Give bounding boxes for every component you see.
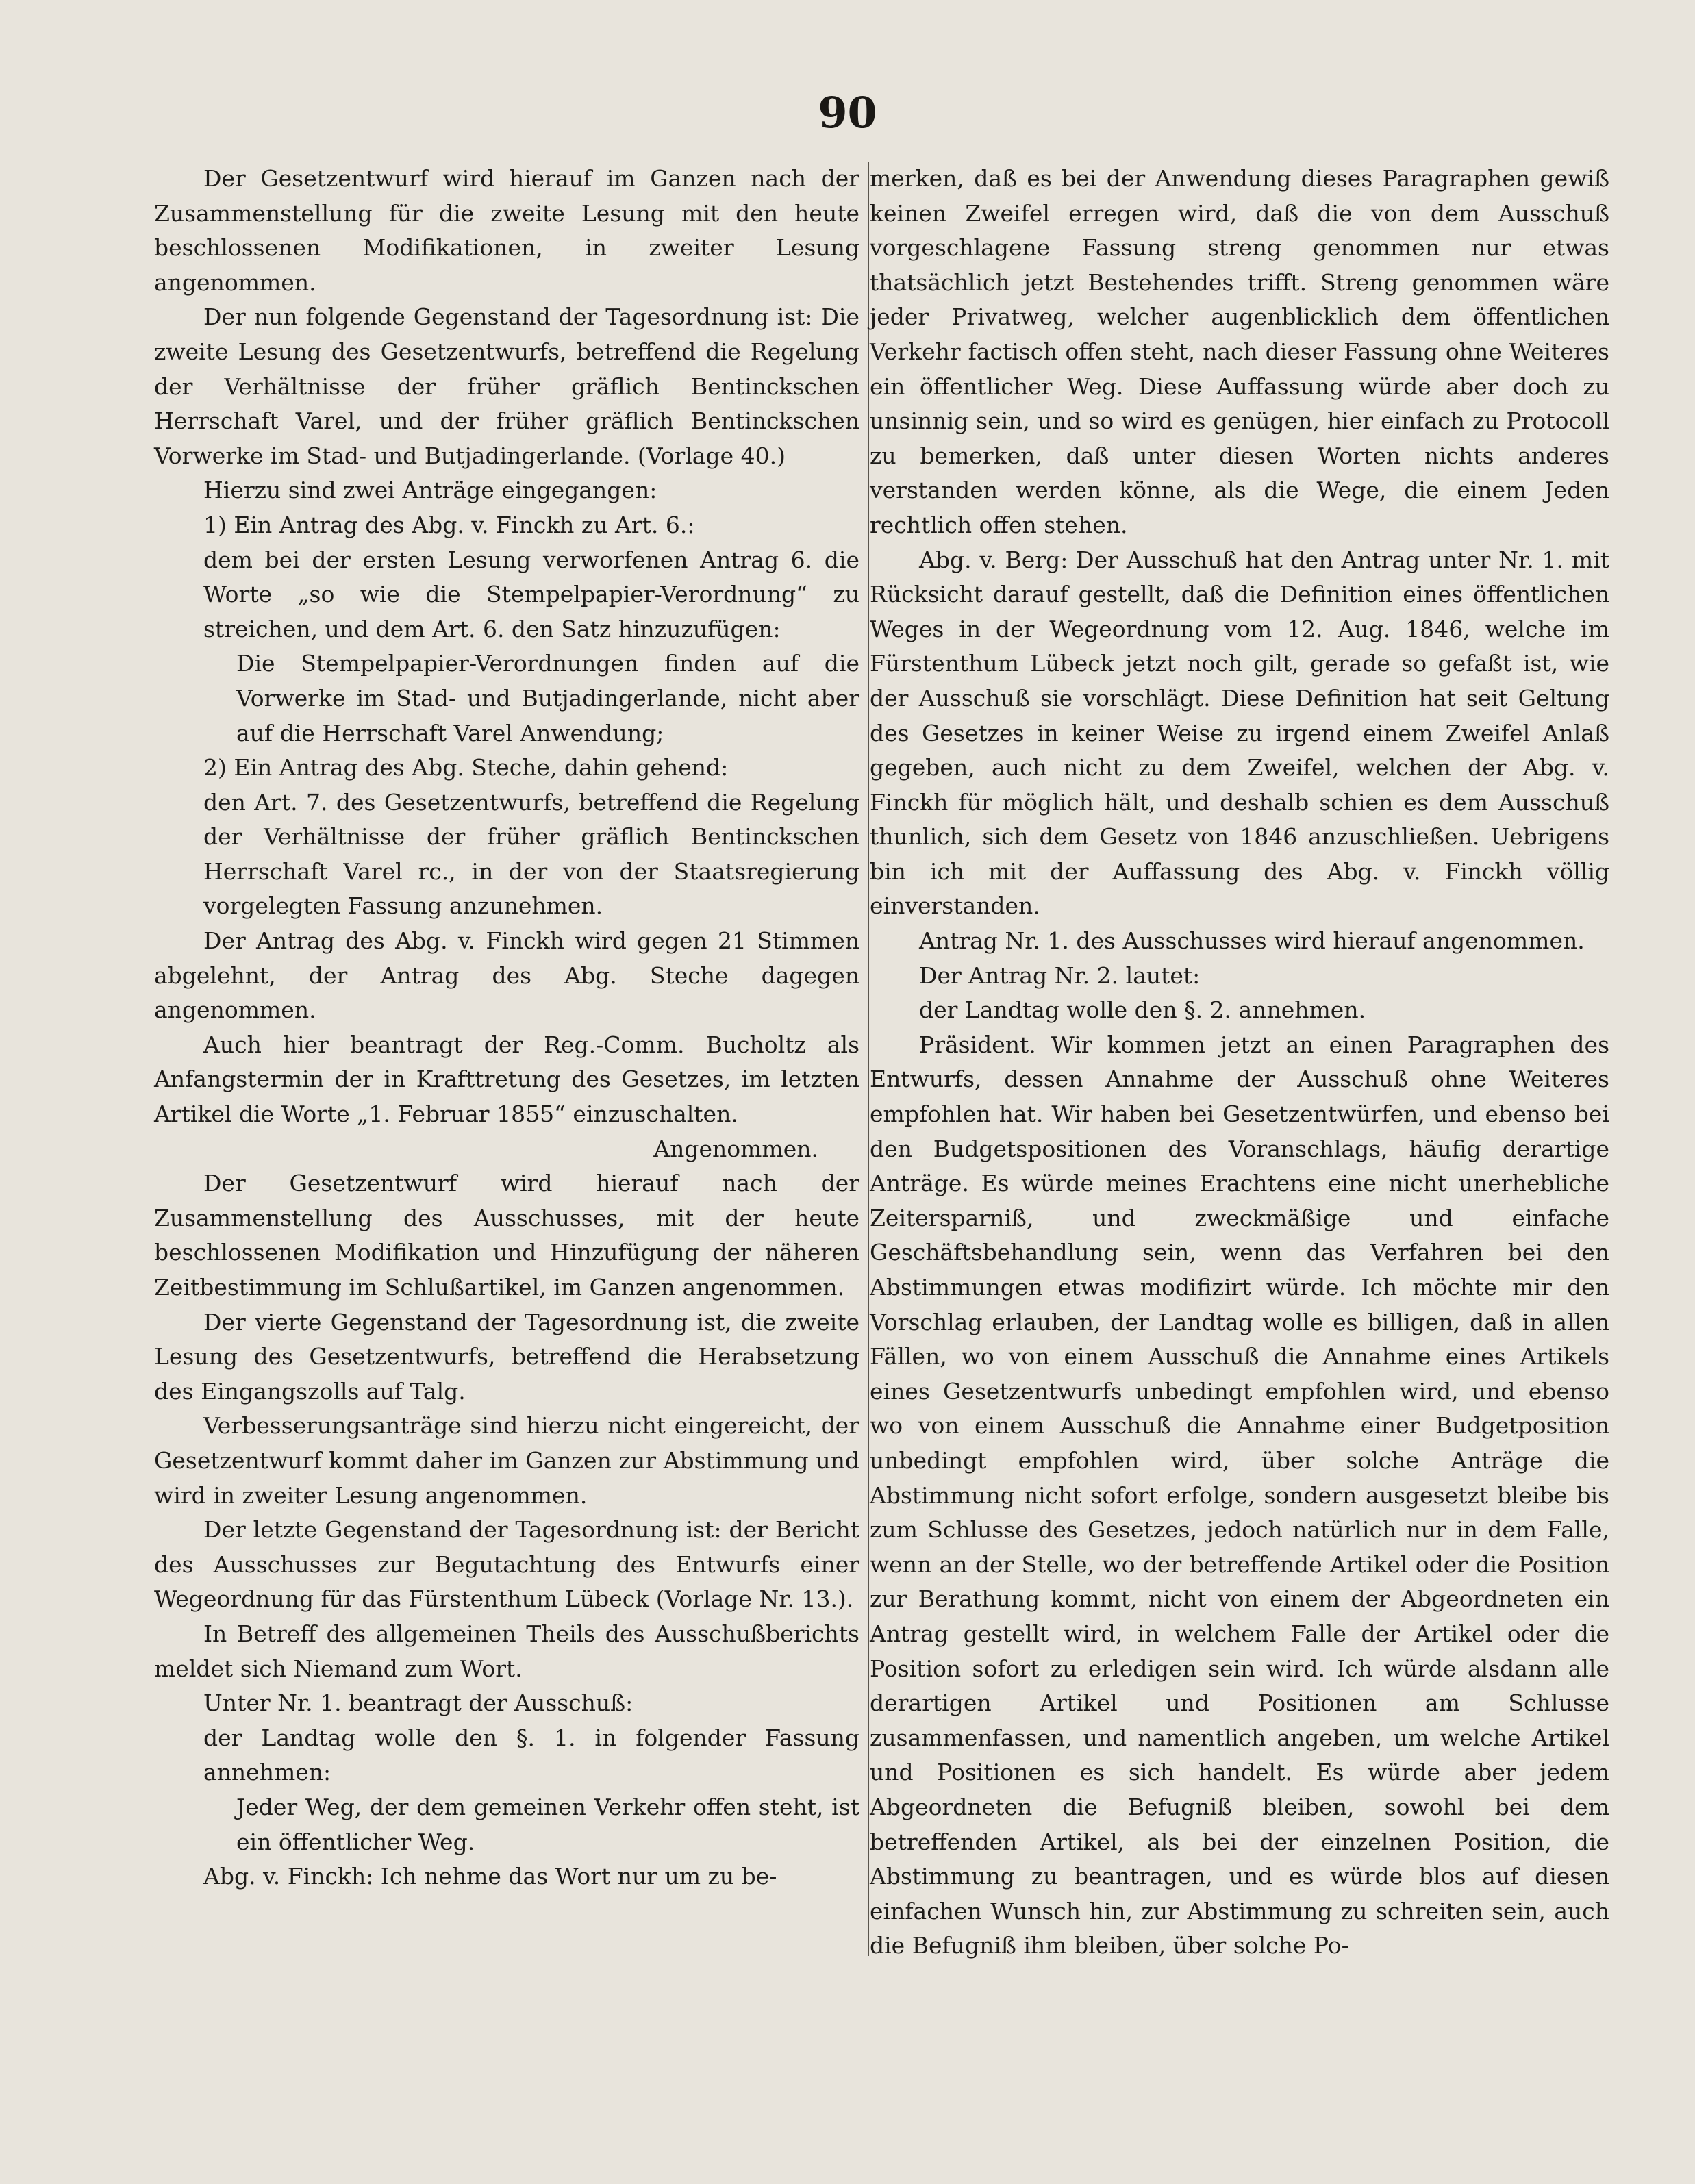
paragraph: Hierzu sind zwei Anträge eingegangen: — [203, 477, 657, 504]
paragraph: Abg. v. Finckh: Ich nehme das Wort nur um zu be- — [203, 1863, 777, 1890]
paragraph: Auch hier beantragt der Reg.-Comm. Bucholtz als Anfangstermin der in Krafttretung des Gesetzes, im letzten Artikel die Worte „1. Februar 1855“ einzuschalten. — [154, 1031, 859, 1128]
paragraph: Abg. v. Berg: Der Ausschuß hat den Antrag unter Nr. 1. mit Rücksicht darauf gestellt, daß die Definition eines öffentlichen Weges in der Wegeordnung vom 12. Aug. 1846, welche im Fürstenthum Lübeck jetzt noch gilt, gerade so gefaßt ist, wie der Ausschuß sie vorschlägt. Diese Definition hat seit Geltung des Gesetzes in keiner Weise zu irgend einem Zweifel Anlaß gegeben, auch nicht zu dem Zweifel, welchen der Abg. v. Finckh für möglich hält, und deshalb schien es dem Ausschuß thunlich, sich dem Gesetz von 1846 anzuschließen. Uebrigens bin ich mit der Auffassung des Abg. v. Finckh völlig einverstanden. — [870, 546, 1609, 920]
paragraph: Der letzte Gegenstand der Tagesordnung ist: der Bericht des Ausschusses zur Begutachtung des Entwurfs einer Wegeordnung für das Fürstenthum Lübeck (Vorlage Nr. 13.). — [154, 1516, 859, 1613]
paragraph: Der Gesetzentwurf wird hierauf nach der Zusammenstellung des Ausschusses, mit der heute beschlossenen Modifikation und Hinzufügung der näheren Zeitbestimmung im Schlußartikel, im Ganzen angenommen. — [154, 1170, 859, 1301]
column-divider — [868, 162, 869, 1956]
paragraph: Die Stempelpapier-Verordnungen finden auf die Vorwerke im Stad- und Butjadingerlande, nicht aber auf die Herrschaft Varel Anwendung; — [236, 650, 859, 746]
paragraph: Der vierte Gegenstand der Tagesordnung ist, die zweite Lesung des Gesetzentwurfs, betreffend die Herabsetzung des Eingangszolls auf Talg. — [154, 1308, 859, 1405]
paragraph: Angenommen. — [653, 1135, 818, 1162]
paragraph: den Art. 7. des Gesetzentwurfs, betreffend die Regelung der Verhältnisse der früher gräflich Bentinckschen Herrschaft Varel rc., in der von der Staatsregierung vorgelegten Fassung anzunehmen. — [203, 788, 859, 920]
paragraph: merken, daß es bei der Anwendung dieses Paragraphen gewiß keinen Zweifel erregen wird, daß die von dem Ausschuß vorgeschlagene Fassung streng genommen nur etwas thatsächlich jetzt Bestehendes trifft. Streng genommen wäre jeder Privatweg, welcher augenblicklich dem öffentlichen Verkehr factisch offen steht, nach dieser Fassung ohne Weiteres ein öffentlicher Weg. Diese Auffassung würde aber doch zu unsinnig sein, und so wird es genügen, hier einfach zu Protocoll zu bemerken, daß unter diesen Worten nichts anderes verstanden werden könne, als die Wege, die einem Jeden rechtlich offen stehen. — [870, 165, 1609, 538]
paragraph: 2) Ein Antrag des Abg. Steche, dahin gehend: — [203, 754, 729, 781]
paragraph: Der Antrag des Abg. v. Finckh wird gegen 21 Stimmen abgelehnt, der Antrag des Abg. Steche dagegen angenommen. — [154, 927, 859, 1024]
paragraph: In Betreff des allgemeinen Theils des Ausschußberichts meldet sich Niemand zum Wort. — [154, 1620, 859, 1682]
paragraph: Verbesserungsanträge sind hierzu nicht eingereicht, der Gesetzentwurf kommt daher im Ganzen zur Abstimmung und wird in zweiter Lesung angenommen. — [154, 1412, 859, 1509]
paragraph: Der nun folgende Gegenstand der Tagesordnung ist: Die zweite Lesung des Gesetzentwurfs, betreffend die Regelung der Verhältnisse der früher gräflich Bentinckschen Herrschaft Varel, und der früher gräflich Bentinckschen Vorwerke im Stad- und Butjadingerlande. (Vorlage 40.) — [154, 303, 859, 469]
paragraph: Der Antrag Nr. 2. lautet: — [919, 962, 1201, 989]
paragraph: der Landtag wolle den §. 1. in folgender Fassung annehmen: — [203, 1724, 859, 1786]
paragraph: dem bei der ersten Lesung verworfenen Antrag 6. die Worte „so wie die Stempelpapier-Verordnung“ zu streichen, und dem Art. 6. den Satz hinzuzufügen: — [203, 546, 859, 642]
paragraph: der Landtag wolle den §. 2. annehmen. — [919, 996, 1366, 1024]
paragraph: Der Gesetzentwurf wird hierauf im Ganzen nach der Zusammenstellung für die zweite Lesung mit den heute beschlossenen Modifikationen, in zweiter Lesung angenommen. — [154, 165, 859, 296]
paragraph: Antrag Nr. 1. des Ausschusses wird hierauf angenommen. — [919, 927, 1585, 955]
right-column — [870, 162, 1609, 1963]
page-number: 90 — [818, 88, 877, 138]
paragraph: Unter Nr. 1. beantragt der Ausschuß: — [203, 1690, 633, 1717]
paragraph: 1) Ein Antrag des Abg. v. Finckh zu Art. 6.: — [203, 511, 695, 538]
paragraph: Jeder Weg, der dem gemeinen Verkehr offen steht, ist ein öffentlicher Weg. — [236, 1793, 859, 1855]
left-column — [154, 162, 859, 1894]
paragraph: Präsident. Wir kommen jetzt an einen Paragraphen des Entwurfs, dessen Annahme der Ausschuß ohne Weiteres empfohlen hat. Wir haben bei Gesetzentwürfen, und ebenso bei den Budgetspositionen des Voranschlags, häufig derartige Anträge. Es würde meines Erachtens eine nicht unerhebliche Zeitersparniß, und zweckmäßige und einfache Geschäftsbehandlung sein, wenn das Verfahren bei den Abstimmungen etwas modifizirt würde. Ich möchte mir den Vorschlag erlauben, der Landtag wolle es billigen, daß in allen Fällen, wo von einem Ausschuß die Annahme eines Artikels eines Gesetzentwurfs unbedingt empfohlen wird, und ebenso wo von einem Ausschuß die Annahme einer Budgetposition unbedingt empfohlen wird, über solche Anträge die Abstimmung nicht sofort erfolge, sondern ausgesetzt bleibe bis zum Schlusse des Gesetzes, jedoch natürlich nur in dem Falle, wenn an der Stelle, wo der betreffende Artikel oder die Position zur Berathung kommt, nicht von einem der Abgeordneten ein Antrag gestellt wird, in welchem Falle der Artikel oder die Position sofort zu erledigen sein wird. Ich würde alsdann alle derartigen Artikel und Positionen am Schlusse zusammenfassen, und namentlich angeben, um welche Artikel und Positionen es sich handelt. Es würde aber jedem Abgeordneten die Befugniß bleiben, sowohl bei dem betreffenden Artikel, als bei der einzelnen Position, die Abstimmung zu beantragen, und es würde blos auf diesen einfachen Wunsch hin, zur Abstimmung zu schreiten sein, auch die Befugniß ihm bleiben, über solche Po- — [870, 1031, 1609, 1959]
